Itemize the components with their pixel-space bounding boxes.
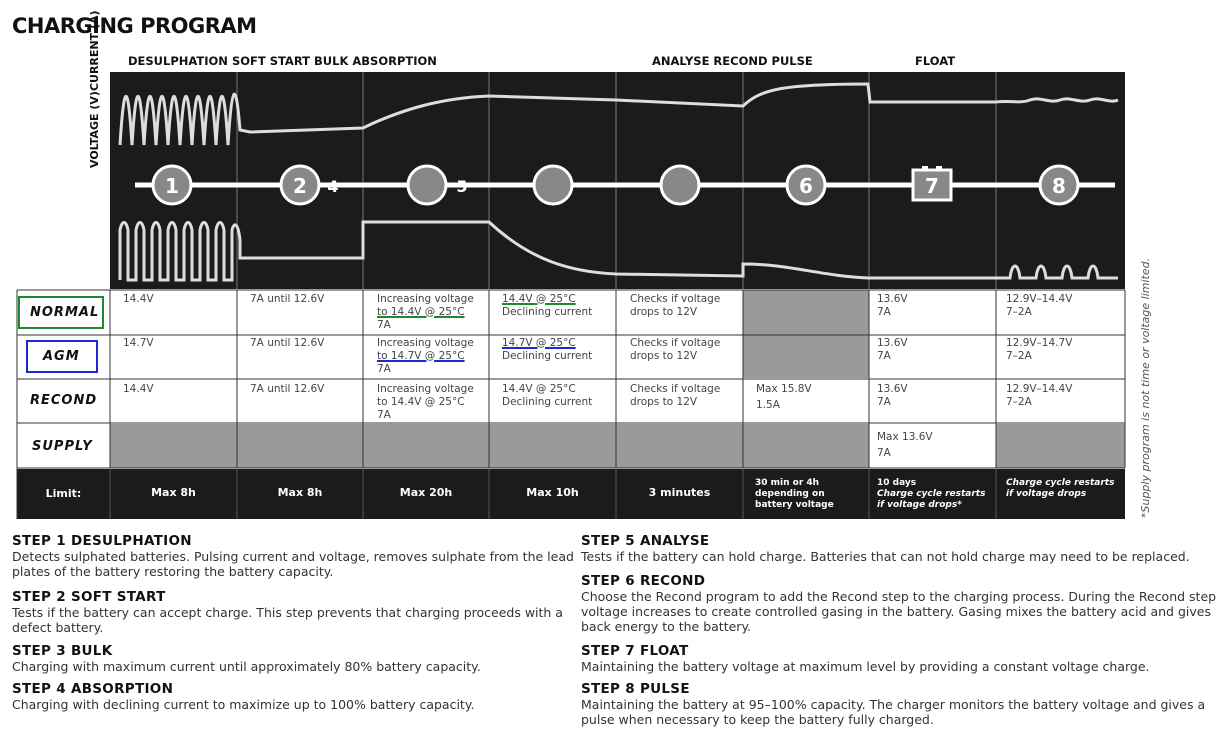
step-2-line-1: Tests if the battery can accept charge. This step prevents that charging proceeds with a (12, 605, 563, 620)
normal-step7-l2: 7A (877, 306, 891, 318)
step-3-marker (408, 166, 446, 204)
agm-step8-l1: 12.9V–14.7V (1006, 337, 1073, 349)
step-1-line-1: Detects sulphated batteries. Pulsing current and voltage, removes sulphate from the lead (12, 549, 574, 564)
step-5-line-1: Tests if the battery can hold charge. Batteries that can not hold charge may need to be replaced. (581, 549, 1190, 564)
agm-step7-l2: 7A (877, 350, 891, 362)
step-number-5: 5 (456, 177, 468, 196)
recond-step5-l1: Checks if voltage (630, 383, 721, 395)
step-7-description (581, 643, 1150, 674)
page-title: CHARGING PROGRAM (12, 14, 257, 38)
step-number-4: 4 (327, 177, 339, 196)
normal-step3-l3: 7A (377, 319, 391, 331)
step-7-line-1: Maintaining the battery voltage at maximum level by providing a constant voltage charge. (581, 659, 1150, 674)
recond-step7-l2: 7A (877, 396, 891, 408)
agm-step4-l2: Declining current (502, 350, 593, 362)
normal-step8-l1: 12.9V–14.4V (1006, 293, 1073, 305)
row-label-supply: SUPPLY (32, 439, 93, 454)
step-6-line-3: back energy to the battery. (581, 619, 752, 634)
step-1-description (12, 533, 574, 579)
recond-step6-l2: 1.5A (756, 399, 780, 411)
step-2-description (12, 589, 563, 635)
agm-step3-l3: 7A (377, 363, 391, 375)
step-7-title: STEP 7 FLOAT (581, 643, 689, 659)
limit-step3: Max 20h (399, 486, 453, 499)
limit-step2: Max 8h (277, 486, 323, 499)
step-4-description (12, 681, 474, 712)
step-8-line-2: pulse when necessary to keep the battery fully charged. (581, 712, 934, 727)
phase-label-middle: ANALYSE RECOND PULSE (652, 54, 813, 68)
limit-label: Limit: (45, 487, 82, 500)
agm-step5-l2: drops to 12V (630, 350, 698, 362)
step-6-description (581, 573, 1216, 634)
step-number-7: 7 (925, 174, 939, 198)
recond-step6-l1: Max 15.8V (756, 383, 812, 395)
step-number-6: 6 (799, 174, 813, 198)
step-4-line-1: Charging with declining current to maximize up to 100% battery capacity. (12, 697, 475, 712)
step-1-title: STEP 1 DESULPHATION (12, 533, 192, 549)
recond-step3-l2: to 14.4V @ 25°C (377, 396, 465, 408)
step-5-description (581, 533, 1190, 564)
row-label-normal: NORMAL (30, 305, 100, 320)
normal-step3-l1: Increasing voltage (377, 293, 474, 305)
normal-step7-l1: 13.6V (877, 293, 908, 305)
agm-step8-l2: 7–2A (1006, 350, 1032, 362)
limit-step7-l3: if voltage drops* (877, 500, 962, 510)
agm-step3-l1: Increasing voltage (377, 337, 474, 349)
normal-step8-l2: 7–2A (1006, 306, 1032, 318)
step-6-line-1: Choose the Recond program to add the Recond step to the charging process. During the Recond step (581, 589, 1217, 604)
limit-step8-l2: if voltage drops (1006, 489, 1087, 499)
normal-step4-l1: 14.4V @ 25°C (502, 293, 576, 305)
step-1-line-2: plates of the battery restoring the battery capacity. (12, 564, 334, 579)
normal-step1: 14.4V (123, 293, 154, 305)
row-label-recond: RECOND (30, 393, 98, 408)
agm-step2: 7A until 12.6V (250, 337, 325, 349)
agm-step4-l1: 14.7V @ 25°C (502, 337, 576, 349)
step-8-line-1: Maintaining the battery at 95–100% capacity. The charger monitors the battery voltage and gives a (581, 697, 1206, 712)
limit-step6-l2: depending on (755, 489, 825, 499)
step-3-line-1: Charging with maximum current until approximately 80% battery capacity. (12, 659, 481, 674)
supply-footnote: *Supply program is not time or voltage limited. (1139, 257, 1152, 518)
limit-step1: Max 8h (151, 486, 196, 499)
step-2-title: STEP 2 SOFT START (12, 589, 166, 605)
agm-step7-l1: 13.6V (877, 337, 908, 349)
step-number-8: 8 (1052, 174, 1066, 198)
normal-step3-l2: to 14.4V @ 25°C (377, 306, 465, 318)
normal-step2: 7A until 12.6V (250, 293, 325, 305)
step-number-1: 1 (165, 174, 179, 198)
recond-step4-l2: Declining current (502, 396, 593, 408)
limit-step8-l1: Charge cycle restarts (1006, 478, 1115, 488)
agm-step3-l2: to 14.7V @ 25°C (377, 350, 465, 362)
step-8-description (581, 681, 1205, 727)
step-6-line-2: voltage increases to create controlled gasing in the battery. Gasing mixes the battery acid and gives (581, 604, 1211, 619)
limit-step7-l1: 10 days (877, 478, 917, 488)
recond-step4-l1: 14.4V @ 25°C (502, 383, 576, 395)
step-3-title: STEP 3 BULK (12, 643, 113, 659)
normal-step5-l1: Checks if voltage (630, 293, 721, 305)
normal-step5-l2: drops to 12V (630, 306, 698, 318)
phase-label-right: FLOAT (915, 54, 956, 68)
step-5-title: STEP 5 ANALYSE (581, 533, 710, 549)
graph-background (110, 72, 1125, 289)
agm-step5-l1: Checks if voltage (630, 337, 721, 349)
recond-step7-l1: 13.6V (877, 383, 908, 395)
phase-label-left: DESULPHATION SOFT START BULK ABSORPTION (128, 54, 437, 68)
limit-step6-l3: battery voltage (755, 500, 834, 510)
recond-step8-l2: 7–2A (1006, 396, 1032, 408)
step-5-marker (661, 166, 699, 204)
step-2-line-2: defect battery. (12, 620, 104, 635)
recond-step3-l3: 7A (377, 409, 391, 421)
recond-step2: 7A until 12.6V (250, 383, 325, 395)
normal-step4-l2: Declining current (502, 306, 593, 318)
limit-step4: Max 10h (526, 486, 579, 499)
recond-step8-l1: 12.9V–14.4V (1006, 383, 1073, 395)
step-4-marker (534, 166, 572, 204)
recond-step5-l2: drops to 12V (630, 396, 698, 408)
step-6-title: STEP 6 RECOND (581, 573, 706, 589)
agm-step1: 14.7V (123, 337, 154, 349)
supply-step7-l1: Max 13.6V (877, 431, 933, 443)
step-4-title: STEP 4 ABSORPTION (12, 681, 174, 697)
recond-step3-l1: Increasing voltage (377, 383, 474, 395)
limit-step7-l2: Charge cycle restarts (877, 489, 986, 499)
row-label-agm: AGM (43, 349, 80, 364)
step-3-description (12, 643, 481, 674)
limit-step6-l1: 30 min or 4h (755, 478, 820, 488)
supply-step7-l2: 7A (877, 447, 891, 459)
step-8-title: STEP 8 PULSE (581, 681, 690, 697)
limit-step5: 3 minutes (648, 486, 711, 499)
axis-label: VOLTAGE (V)CURRENT (A) (88, 10, 101, 168)
step-number-2: 2 (293, 174, 307, 198)
recond-step1: 14.4V (123, 383, 154, 395)
